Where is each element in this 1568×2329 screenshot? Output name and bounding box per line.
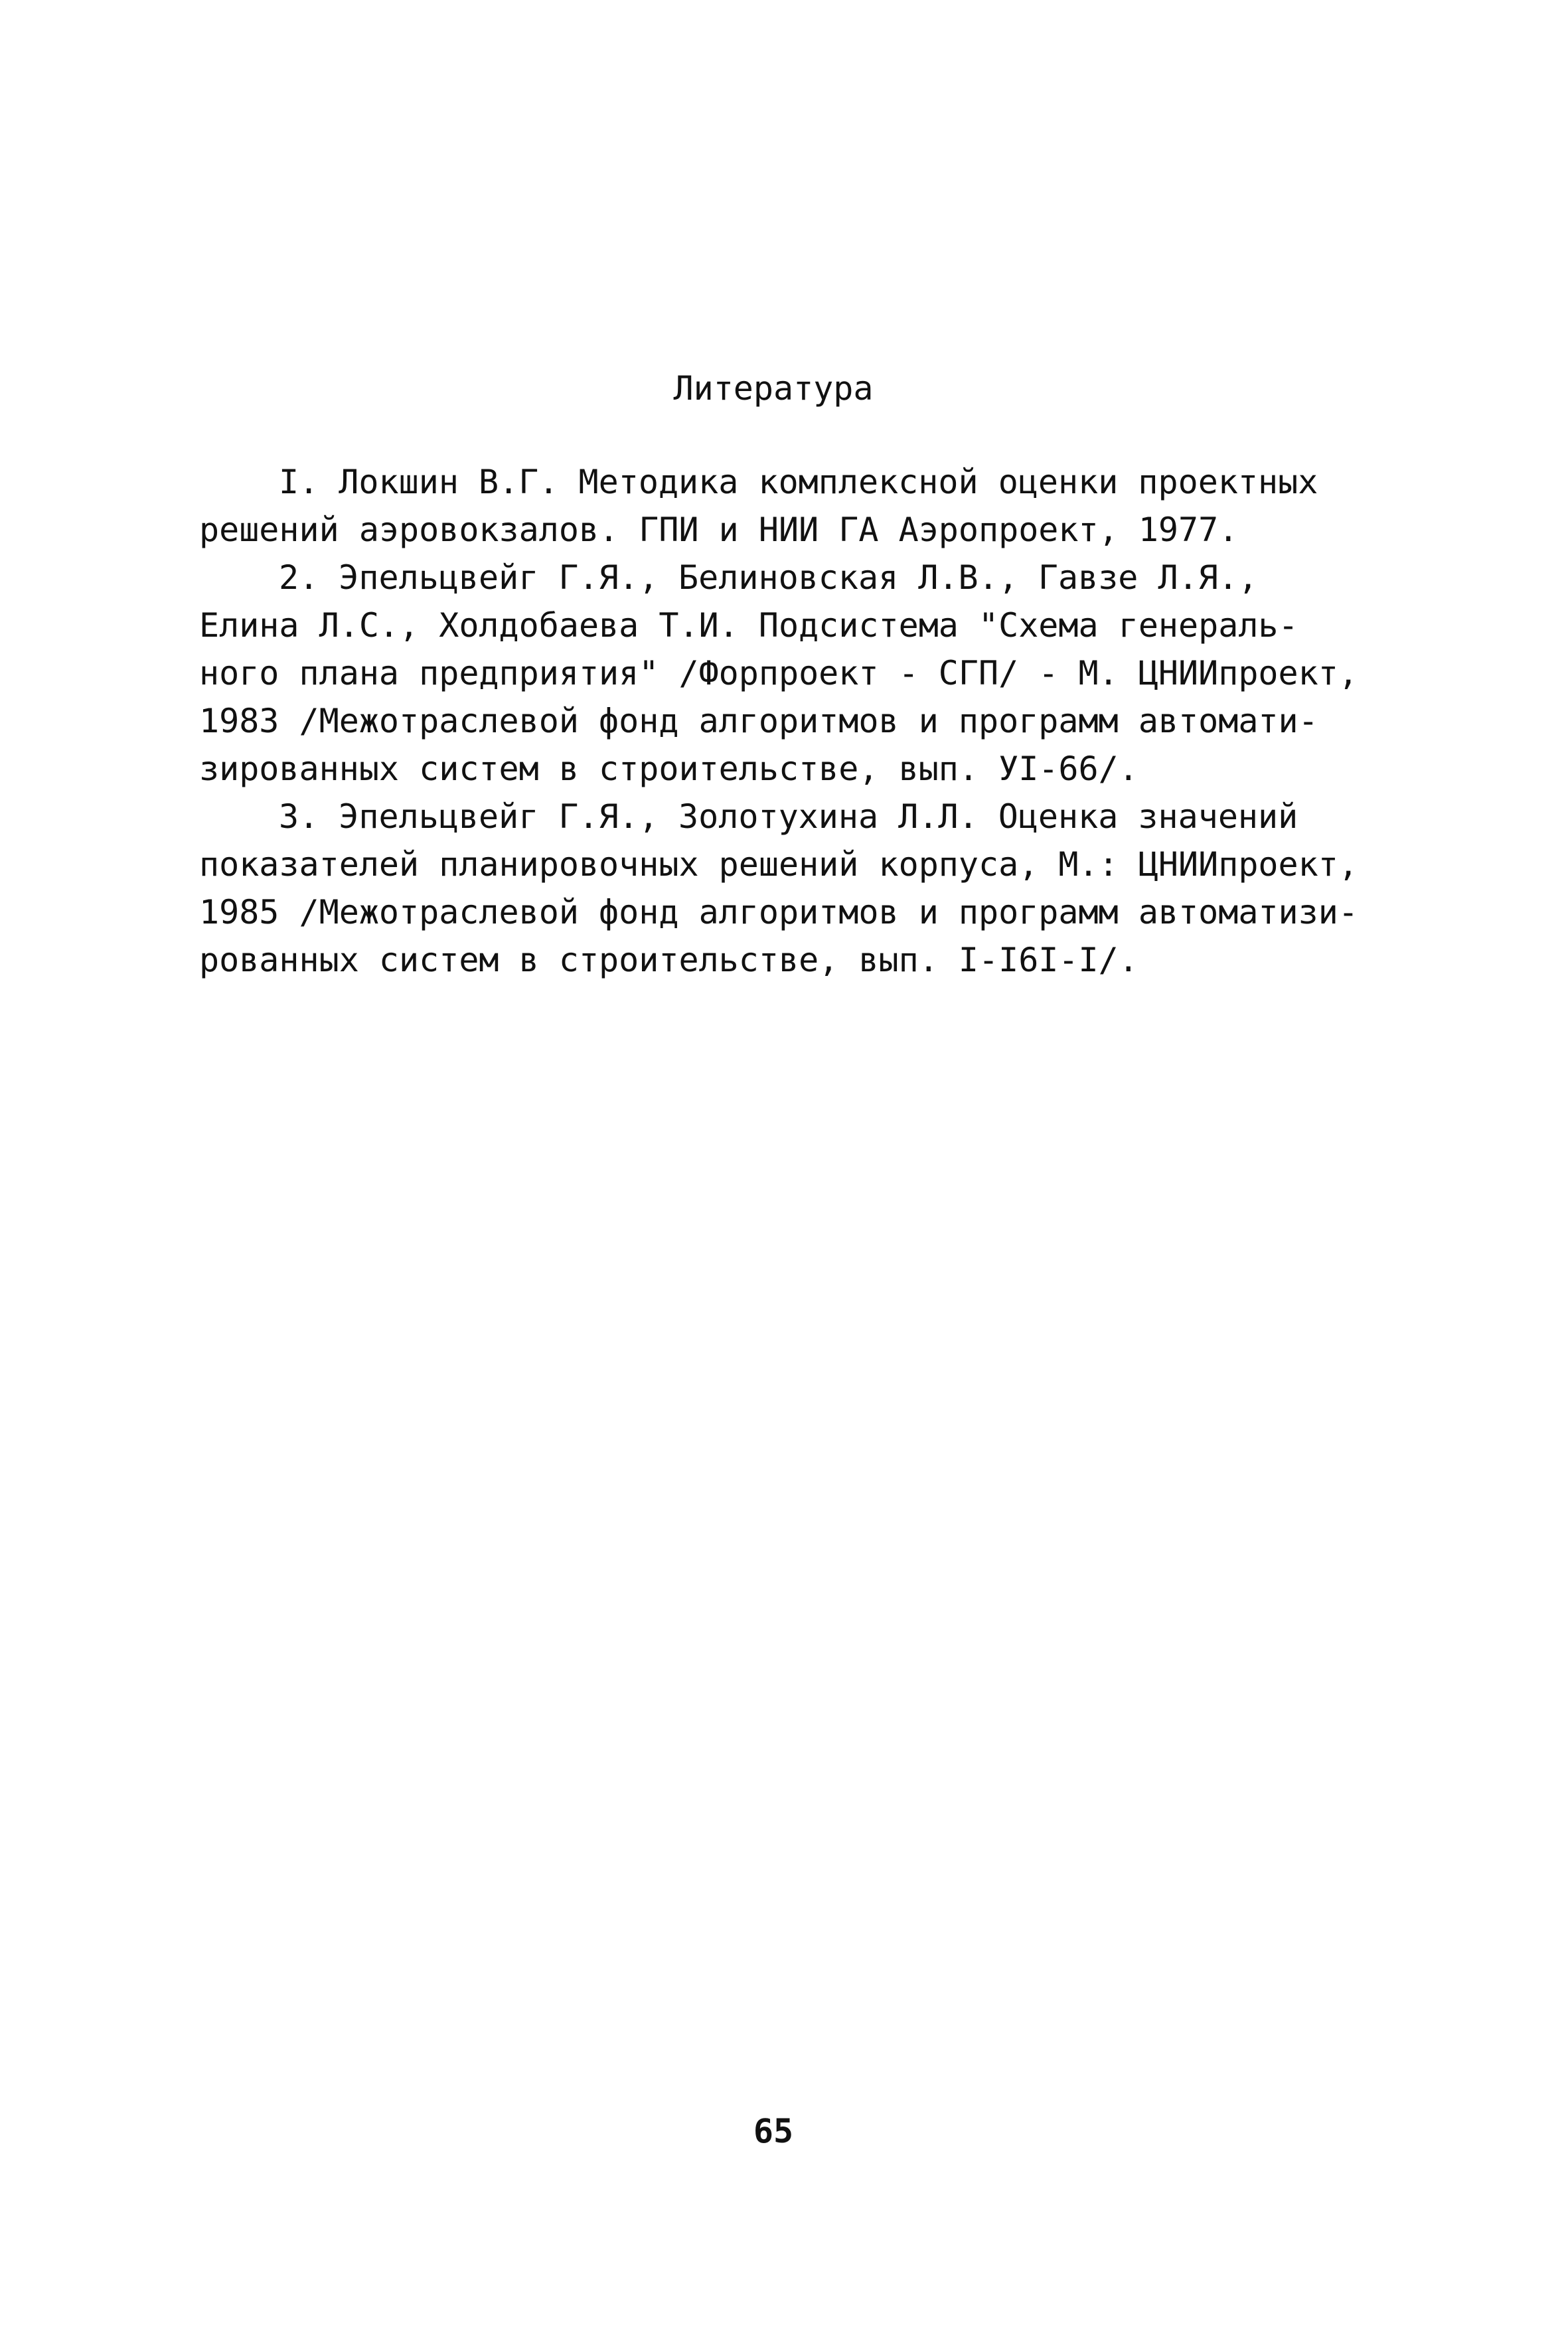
reference-line: 1985 /Межотраслевой фонд алгоритмов и программ автоматизи-	[199, 893, 1358, 931]
reference-item	[199, 458, 1414, 554]
reference-line: показателей планировочных решений корпуса, М.: ЦНИИпроект,	[199, 845, 1358, 884]
reference-line: решений аэровокзалов. ГПИ и НИИ ГА Аэропроект, 1977.	[199, 511, 1239, 549]
reference-line: 3. Эпельцвейг Г.Я., Золотухина Л.Л. Оценка значений	[279, 797, 1298, 836]
reference-line: I. Локшин В.Г. Методика комплексной оценки проектных	[279, 463, 1318, 501]
reference-line: ного плана предприятия" /Форпроект - СГП/ - М. ЦНИИпроект,	[199, 654, 1358, 692]
reference-item	[199, 793, 1414, 984]
reference-list	[199, 458, 1414, 984]
reference-line: Елина Л.С., Холдобаева Т.И. Подсистема "Схема генераль-	[199, 606, 1298, 645]
reference-line: рованных систем в строительстве, вып. I-I6I-I/.	[199, 941, 1138, 979]
reference-line: зированных систем в строительстве, вып. УI-66/.	[199, 750, 1138, 788]
page-number: 65	[753, 2112, 794, 2150]
reference-line: 1983 /Межотраслевой фонд алгоритмов и программ автомати-	[199, 702, 1318, 740]
reference-item	[199, 554, 1414, 793]
reference-line: 2. Эпельцвейг Г.Я., Белиновская Л.В., Гавзе Л.Я.,	[279, 558, 1259, 597]
page-title: Литература	[673, 369, 874, 408]
